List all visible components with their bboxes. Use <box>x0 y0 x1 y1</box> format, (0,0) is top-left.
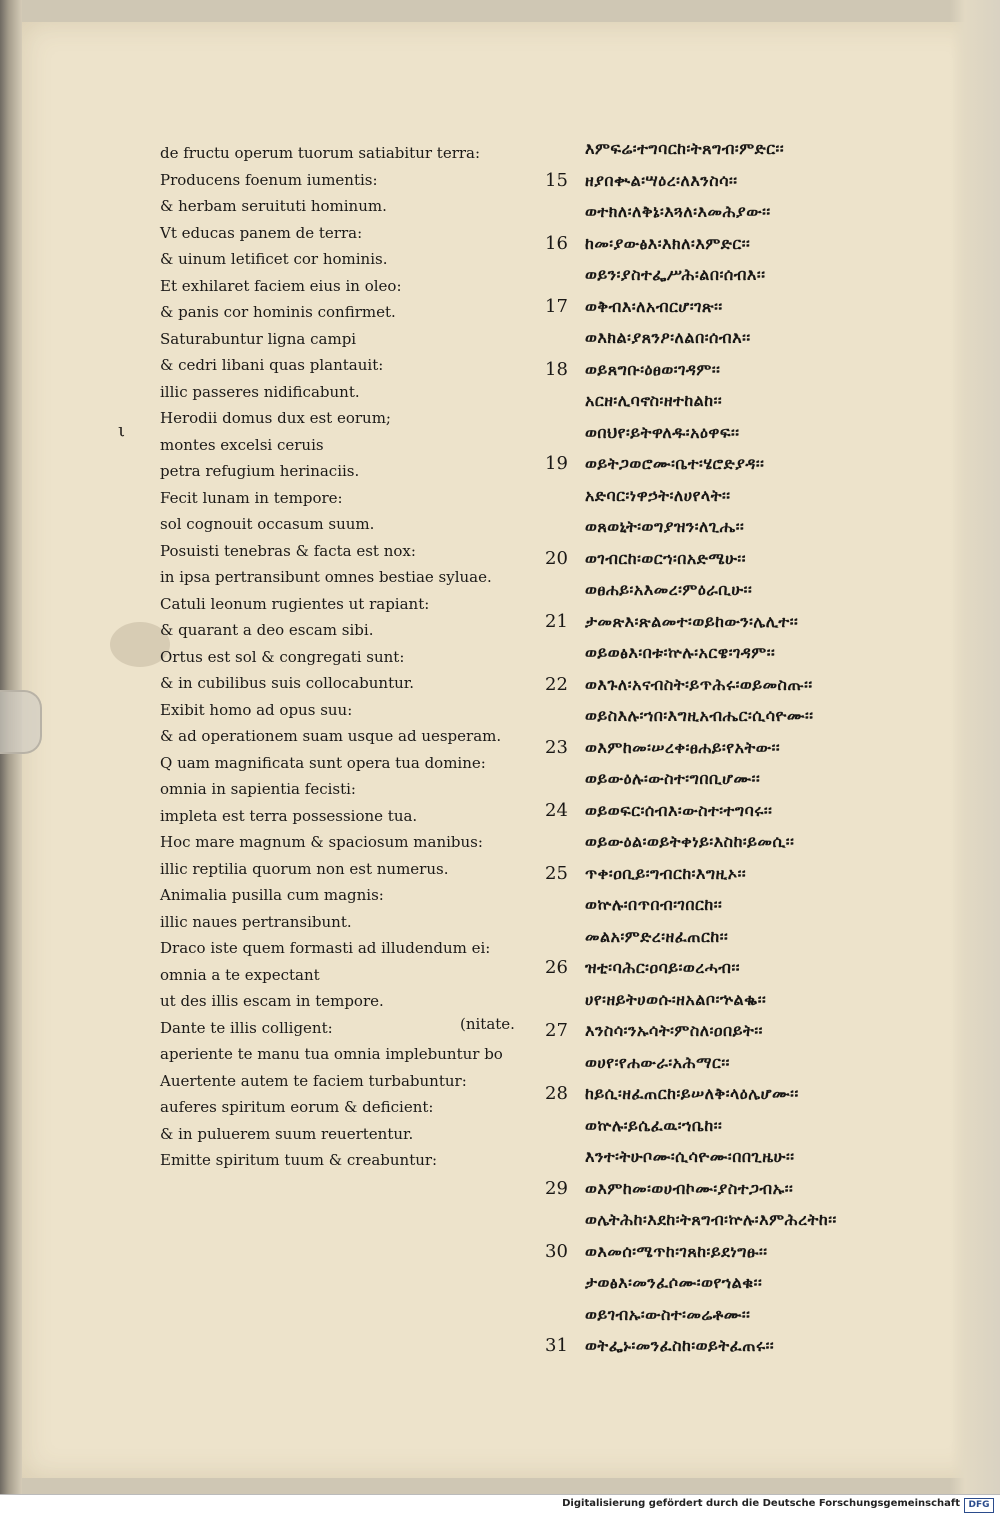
ethiopic-line <box>545 543 965 575</box>
ethiopic-text: ወእምከመ፡ወሀብኮሙ፡ያስተጋብኡ፡፡ <box>585 1178 794 1198</box>
latin-line: & ad operationem suam usque ad uesperam. <box>160 727 502 745</box>
ethiopic-line <box>545 669 965 701</box>
latin-line: Hoc mare magnum & spaciosum manibus: <box>160 833 483 851</box>
verse-number: 28 <box>545 1083 568 1104</box>
ethiopic-line <box>545 795 965 827</box>
ethiopic-line <box>545 322 965 354</box>
ethiopic-line <box>545 133 965 165</box>
ethiopic-text: ወይውዕሉ፡ውስተ፡ግበቢሆሙ፡፡ <box>585 769 761 788</box>
latin-line: ut des illis escam in tempore. <box>160 992 384 1010</box>
latin-line: omnia a te expectant <box>160 965 320 984</box>
latin-line: Animalia pusilla cum magnis: <box>160 886 384 904</box>
ethiopic-line <box>545 1173 965 1205</box>
latin-column <box>160 140 540 1174</box>
ethiopic-line <box>545 385 965 417</box>
ethiopic-line <box>545 196 965 228</box>
ethiopic-line <box>545 763 965 795</box>
ethiopic-text: ወይን፡ያስተፌሥሕ፡ልበ፡ሰብእ፡፡ <box>585 265 766 284</box>
ethiopic-text: ወእክል፡ያጸንዖ፡ለልበ፡ሰብእ፡፡ <box>585 328 751 347</box>
ethiopic-line <box>545 511 965 543</box>
latin-line: Dante te illis colligent: <box>160 1018 333 1037</box>
ethiopic-line <box>545 889 965 921</box>
latin-line: Catuli leonum rugientes ut rapiant: <box>160 594 430 613</box>
ethiopic-text: ወእመሰ፡ሜጥከ፡ገጸከ፡ይደነግፁ፡፡ <box>585 1241 768 1261</box>
latin-line: Q uam magnificata sunt opera tua domine: <box>160 753 486 772</box>
ethiopic-line <box>545 637 965 669</box>
ethiopic-line <box>545 228 965 260</box>
latin-line: illic passeres nidificabunt. <box>160 382 360 401</box>
ethiopic-text: ጥቀ፡ዐቢይ፡ግብርከ፡እግዚኦ፡፡ <box>585 863 747 883</box>
ethiopic-line <box>545 1330 965 1362</box>
ethiopic-line <box>545 1299 965 1331</box>
ethiopic-text: ወሌትሕከ፡እደከ፡ትጸግብ፡ኵሉ፡እምሕረትከ፡፡ <box>585 1210 837 1229</box>
ethiopic-text: ታወፅእ፡መንፈሶሙ፡ወየኀልቁ፡፡ <box>585 1273 763 1292</box>
latin-line: Producens foenum iumentis: <box>160 170 378 189</box>
verse-number: 19 <box>545 453 568 474</box>
latin-line: & in cubilibus suis collocabuntur. <box>160 674 415 692</box>
ethiopic-line <box>545 1267 965 1299</box>
ethiopic-text: እምፍሬ፡ተግባርከ፡ትጸግብ፡ምድር፡፡ <box>585 139 785 158</box>
latin-line: illic naues pertransibunt. <box>160 912 352 931</box>
ethiopic-line <box>545 1078 965 1110</box>
ethiopic-line <box>545 952 965 984</box>
ethiopic-text: አርዘ፡ሊባኖስ፡ዘተከልከ፡፡ <box>585 391 723 410</box>
latin-line: sol cognouit occasum suum. <box>160 515 375 533</box>
ethiopic-text: ዝቲ፡ባሕር፡ዐባይ፡ወረሓብ፡፡ <box>585 958 741 977</box>
latin-line: aperiente te manu tua omnia implebuntur bo <box>160 1045 503 1063</box>
latin-line: Emitte spiritum tuum & creabuntur: <box>160 1151 438 1169</box>
ethiopic-column <box>545 133 965 1362</box>
latin-line: & quarant a deo escam sibi. <box>160 621 374 639</box>
verse-number: 22 <box>545 673 568 695</box>
ethiopic-text: ከመ፡ያውፅእ፡እክለ፡እምድር፡፡ <box>585 233 751 253</box>
ethiopic-text: ወይወፅእ፡በቱ፡ኵሉ፡አርዌ፡ገዳም፡፡ <box>585 643 776 662</box>
latin-line: de fructu operum tuorum satiabitur terra: <box>160 144 481 162</box>
latin-line: auferes spiritum eorum & deficient: <box>160 1098 434 1116</box>
latin-right-fragment: (nitate. <box>460 1014 515 1033</box>
latin-line: impleta est terra possessione tua. <box>160 806 418 825</box>
digitization-footer <box>0 1494 1000 1515</box>
latin-line: & herbam seruituti hominum. <box>160 197 387 215</box>
verse-number: 23 <box>545 736 568 758</box>
ethiopic-text: ወይውዕል፡ወይትቀነይ፡እስከ፡ይመሲ፡፡ <box>585 832 795 851</box>
ethiopic-text: ወበህየ፡ይትዋለዱ፡አዕዋፍ፡፡ <box>585 422 740 442</box>
ethiopic-line <box>545 1141 965 1173</box>
latin-line: & uinum letificet cor hominis. <box>160 250 388 268</box>
ethiopic-text: ወገብርከ፡ወርኀ፡በአድሜሁ፡፡ <box>585 548 746 568</box>
page-clip <box>0 690 42 754</box>
verse-number: 18 <box>545 358 568 380</box>
ethiopic-line <box>545 417 965 449</box>
ethiopic-text: ወፀሐይ፡አእመረ፡ምዕራቢሁ፡፡ <box>585 580 753 599</box>
ethiopic-line <box>545 1236 965 1268</box>
verse-number: 27 <box>545 1020 568 1041</box>
ethiopic-line <box>545 1015 965 1047</box>
ethiopic-text: ወእምከመ፡ሠረቀ፡ፀሐይ፡የአትው፡፡ <box>585 737 781 757</box>
ethiopic-text: ወይወፍር፡ሰብእ፡ውስተ፡ተግባሩ፡፡ <box>585 800 773 820</box>
ethiopic-text: ወይትጋወሮሙ፡ቤተ፡ሄሮድያዳ፡፡ <box>585 454 765 473</box>
verse-number: 26 <box>545 957 568 978</box>
verse-number: 17 <box>545 295 568 317</box>
latin-line: & panis cor hominis confirmet. <box>160 303 396 321</box>
ethiopic-line <box>545 732 965 764</box>
latin-line: Auertente autem te faciem turbabuntur: <box>160 1071 467 1090</box>
ethiopic-text: ወኵሉ፡በጥበብ፡ገበርከ፡፡ <box>585 895 723 914</box>
ethiopic-text: ወኵሉ፡ይሴፈዉ፡ኀቤከ፡፡ <box>585 1115 723 1135</box>
verse-number: 25 <box>545 862 568 884</box>
ethiopic-line <box>545 700 965 732</box>
margin-mark: ι <box>118 420 126 441</box>
ethiopic-line <box>545 1204 965 1236</box>
ethiopic-text: ወጸወኒት፡ወግያዝን፡ለጊሔ፡፡ <box>585 517 745 536</box>
ethiopic-text: ወይገብኡ፡ውስተ፡መሬቶሙ፡፡ <box>585 1304 751 1324</box>
ethiopic-line <box>545 448 965 480</box>
verse-number: 15 <box>545 169 568 191</box>
latin-line: montes excelsi ceruis <box>160 435 324 454</box>
latin-line: illic reptilia quorum non est numerus. <box>160 859 449 878</box>
latin-line: omnia in sapientia fecisti: <box>160 780 356 798</box>
ethiopic-line <box>545 826 965 858</box>
ethiopic-line <box>545 921 965 953</box>
latin-line: Vt educas panem de terra: <box>160 223 363 242</box>
ethiopic-text: እንስሳ፡ንኡሳት፡ምስለ፡ዐበይት፡፡ <box>585 1021 763 1040</box>
verse-number: 16 <box>545 232 568 254</box>
ethiopic-text: ወይስእሉ፡ኀበ፡እግዚአብሔር፡ሲሳዮሙ፡፡ <box>585 706 814 725</box>
ethiopic-line <box>545 480 965 512</box>
latin-line: Herodii domus dux est eorum; <box>160 409 391 427</box>
footer-credit: Digitalisierung gefördert durch die Deutsche Forschungsgemeinschaft <box>562 1498 960 1509</box>
ethiopic-line <box>545 606 965 638</box>
latin-line: in ipsa pertransibunt omnes bestiae syluae. <box>160 568 492 586</box>
ethiopic-text: ወተክለ፡ለቅኔ፡እጓለ፡እመሕያው፡፡ <box>585 202 771 221</box>
dfg-logo: DFG <box>964 1498 994 1513</box>
ethiopic-text: መልአ፡ምድረ፡ዘፈጠርከ፡፡ <box>585 926 729 946</box>
latin-line: Exibit homo ad opus suu: <box>160 700 353 719</box>
ethiopic-line <box>545 291 965 323</box>
ethiopic-line <box>545 984 965 1016</box>
verse-number: 30 <box>545 1240 568 1262</box>
latin-line: petra refugium herinaciis. <box>160 462 360 480</box>
verse-number: 21 <box>545 610 568 632</box>
latin-line: Saturabuntur ligna campi <box>160 329 357 348</box>
ethiopic-text: ወትፌኑ፡መንፈስከ፡ወይትፈጠሩ፡፡ <box>585 1336 775 1355</box>
latin-line: Ortus est sol & congregati sunt: <box>160 647 405 666</box>
ethiopic-text: ከይሲ፡ዘፈጠርከ፡ይሠለቅ፡ላዕሌሆሙ፡፡ <box>585 1084 799 1103</box>
ethiopic-line <box>545 259 965 291</box>
latin-line: & cedri libani quas plantauit: <box>160 356 384 374</box>
ethiopic-line <box>545 165 965 197</box>
latin-line: & in puluerem suum reuertentur. <box>160 1124 414 1143</box>
ethiopic-text: ወሀየ፡የሐውራ፡አሕማር፡፡ <box>585 1052 730 1072</box>
ethiopic-text: ሀየ፡ዘይትሀወሱ፡ዘአልቦ፡ኍልቈ፡፡ <box>585 989 767 1009</box>
latin-line: Fecit lunam in tempore: <box>160 488 343 507</box>
ethiopic-line <box>545 354 965 386</box>
latin-line: Et exhilaret faciem eius in oleo: <box>160 276 402 295</box>
latin-line: Posuisti tenebras & facta est nox: <box>160 541 416 560</box>
ethiopic-text: ወይጸግቡ፡ዕፀወ፡ገዳም፡፡ <box>585 359 721 379</box>
ethiopic-text: ወእጉለ፡አናብስት፡ይጥሕሩ፡ወይመስጡ፡፡ <box>585 674 813 694</box>
verse-number: 29 <box>545 1177 568 1199</box>
ethiopic-text: ወቅብእ፡ለአብርሆ፡ገጽ፡፡ <box>585 296 723 316</box>
latin-line: Draco iste quem formasti ad illudendum ei: <box>160 939 491 957</box>
ethiopic-line <box>545 1047 965 1079</box>
verse-number: 31 <box>545 1335 568 1356</box>
ethiopic-text: ታመጽእ፡ጽልመተ፡ወይከውን፡ሌሊተ፡፡ <box>585 611 799 631</box>
verse-number: 20 <box>545 547 568 569</box>
ethiopic-line <box>545 1110 965 1142</box>
verse-number: 24 <box>545 799 568 821</box>
ethiopic-text: እንተ፡ትሁቦሙ፡ሲሳዮሙ፡በበጊዜሁ፡፡ <box>585 1147 795 1166</box>
ethiopic-text: ዘያበቊል፡ሣዕረ፡ለእንስሳ፡፡ <box>585 170 738 190</box>
ethiopic-text: አድባር፡ነዋኃት፡ለሀየላት፡፡ <box>585 485 731 505</box>
ethiopic-line <box>545 858 965 890</box>
ethiopic-line <box>545 574 965 606</box>
